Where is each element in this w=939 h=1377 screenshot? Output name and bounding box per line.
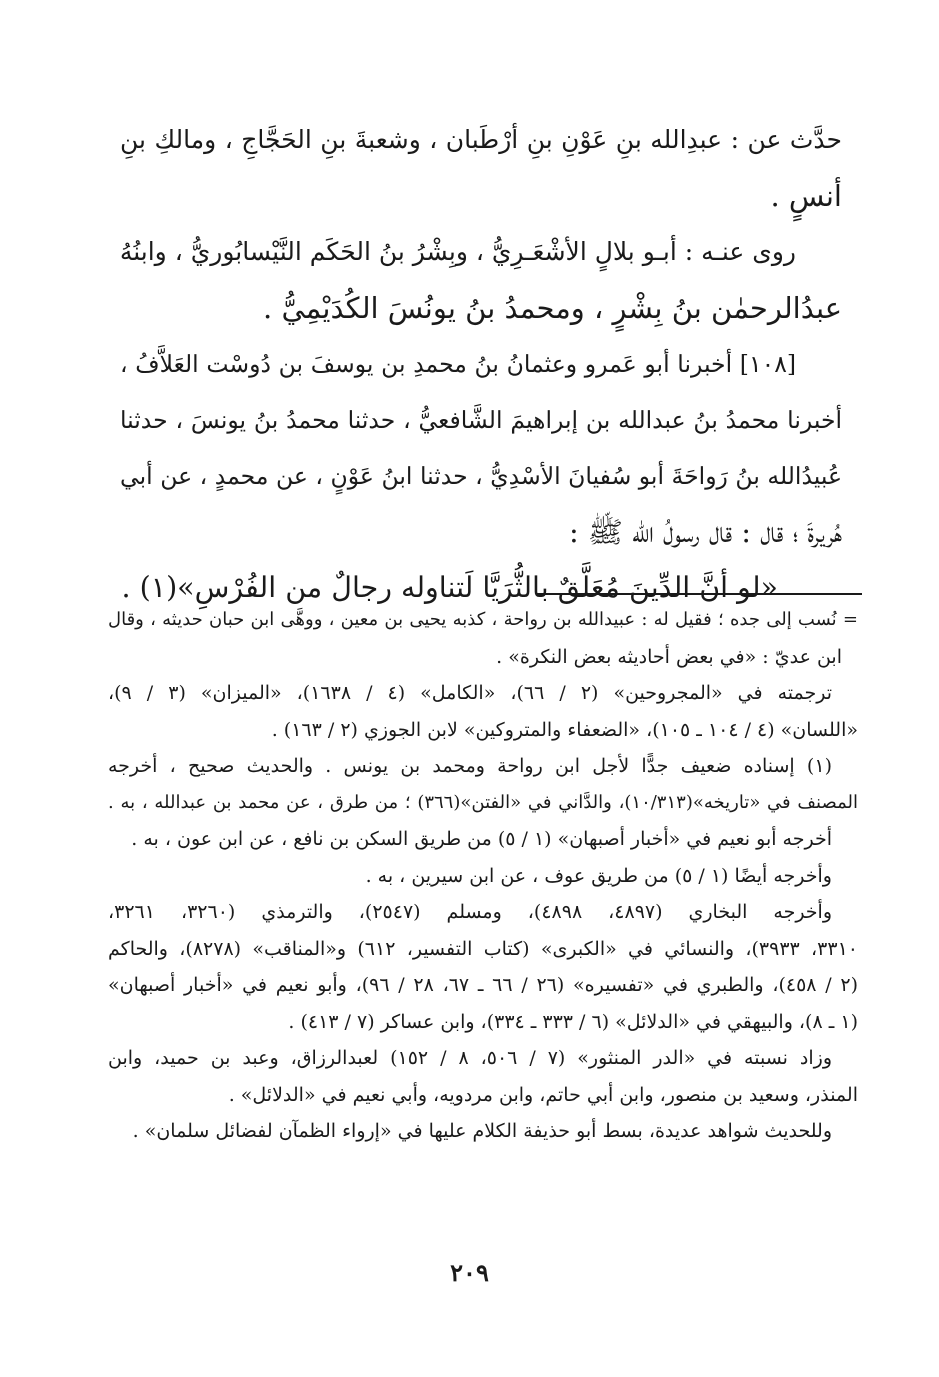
footnote-line: (١ ـ ٨)، والبيهقي في «الدلائل» (٦ / ٣٣٣ ـ ٣٣٤)، وابن عساكر (٧ / ٤١٣) .: [288, 1010, 858, 1033]
footnote-line: ترجمته في «المجروحين» (٢ / ٦٦)، «الكامل» (٤ / ١٦٣٨)، «الميزان» (٣ / ٩)،: [108, 682, 833, 704]
footnote-line: وللحديث شواهد عديدة، بسط أبو حذيفة الكلام عليها في «إرواء الظمآن لفضائل سلمان» .: [132, 1120, 832, 1142]
main-line: عبدُالرحمٰن بنُ بِشْرٍ ، ومحمدُ بنُ يونُسَ الكُدَيْمِيُّ .: [263, 291, 842, 325]
footnote-line: (٢ / ٤٥٨)، والطبري في «تفسيره» (٢٦ / ٦٦ ـ ٦٧، ٢٨ / ٩٦)، وأبو نعيم في «أخبار أصبهان»: [108, 974, 859, 996]
hadith-text-line: «لو أنَّ الدِّينَ مُعَلَّقٌ بالثُّرَيَّا لَتناوله رجالٌ من الفُرْسِ»(١) .: [121, 571, 778, 604]
main-line: هُريرةَ ؛ قال : قال رسولُ الله ﷺ :: [568, 515, 842, 549]
footnote-line: أخرجه أبو نعيم في «أخبار أصبهان» (١ / ٥) من طريق السكن بن نافع ، عن ابن عون ، به .: [131, 828, 832, 850]
main-line: روى عنـه : أبـو بلالٍ الأشْعَـرِيُّ ، وبِشْرُ بنُ الحَكَم النَّيْسابُوريُّ ، وابنُهُ: [119, 237, 796, 266]
main-line: حدَّث عن : عبدِالله بنِ عَوْنِ بنِ أرْطَبان ، وشعبةَ بنِ الحَجَّاجِ ، ومالكِ بنِ: [120, 125, 842, 154]
footnote-line: وأخرجه أيضًا (١ / ٥) من طريق عوف ، عن ابن سيرين ، به .: [365, 864, 832, 887]
page-number: ٢٠٩: [450, 1258, 489, 1287]
hadith-header-line: [١٠٨] أخبرنا أبو عَمرو وعثمانُ بنُ محمدِ بن يوسفَ بن دُوسْت العَلاَّفُ ،: [120, 350, 796, 378]
main-line: عُبيدُالله بنُ رَواحَةَ أبو سُفيانَ الأسْدِيُّ ، حدثنا ابنُ عَوْنٍ ، عن محمدٍ ، عن أبي: [120, 462, 842, 490]
main-text: [120, 112, 842, 616]
footnote-line: «اللسان» (٤ / ١٠٤ ـ ١٠٥)، «الضعفاء والمتروكين» لابن الجوزي (٢ / ١٦٣) .: [271, 718, 858, 741]
footnote-line: ابن عديّ : «في بعض أحاديثه بعض النكرة» .: [496, 645, 842, 668]
footnote-line: المنذر، وسعيد بن منصور، وابن أبي حاتم، وابن مردويه، وأبي نعيم في «الدلائل» .: [228, 1083, 858, 1106]
main-line: أنسٍ .: [770, 179, 842, 213]
footnote-line: ٣٣١٠، ٣٩٣٣)، والنسائي في «الكبرى» (كتاب التفسير، ٦١٢) و«المناقب» (٨٢٧٨)، والحاكم: [108, 937, 858, 960]
footnote-line: وأخرجه البخاري (٤٨٩٧، ٤٨٩٨)، ومسلم (٢٥٤٧)، والترمذي (٣٢٦٠، ٣٢٦١،: [108, 901, 833, 923]
footnote-separator: [536, 593, 862, 595]
footnote-line: وزاد نسبته في «الدر المنثور» (٧ / ٥٠٦، ٨ / ١٥٢) لعبدالرزاق، وعبد بن حميد، وابن: [108, 1047, 832, 1069]
footnote-line: = نُسب إلى جده ؛ فقيل له : عبيدالله بن رواحة ، كذبه يحيى بن معين ، ووهَّى ابن حبان حديثه ، وقال: [108, 609, 858, 630]
footnote-line: المصنف في «تاريخه»(١٠/٣١٣)، والدَّاني في «الفتن»(٣٦٦) ؛ من طرق ، عن محمد بن عبدالله ، به .: [108, 791, 858, 813]
main-line: أخبرنا محمدُ بنُ عبدالله بن إبراهيمَ الشَّافعيُّ ، حدثنا محمدُ بنُ يونسَ ، حدثنا: [120, 406, 842, 434]
footnotes: [108, 602, 858, 1150]
footnote-line: (١) إسناده ضعيف جدًّا لأجل ابن رواحة ومحمد بن يونس . والحديث صحيح ، أخرجه: [108, 755, 832, 777]
